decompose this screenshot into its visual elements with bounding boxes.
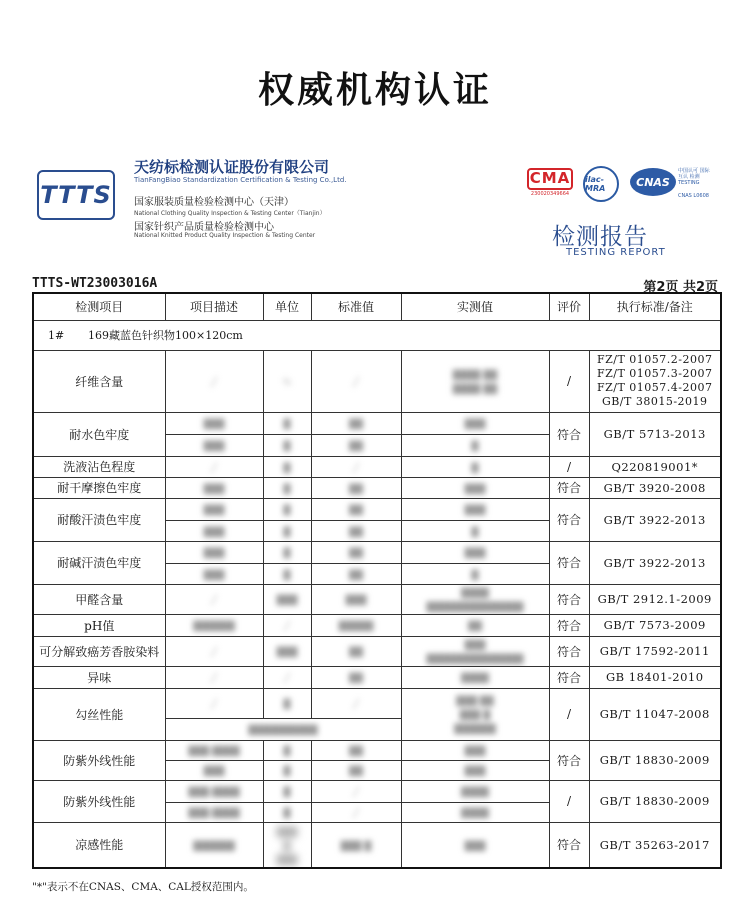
redacted-cell: ███ [401, 541, 549, 563]
redacted-cell: ╱ [263, 614, 311, 636]
redacted-cell: ███ [165, 760, 263, 780]
redacted-cell: ╱ [165, 350, 263, 412]
redacted-cell: █ [263, 456, 311, 477]
row-standard: GB/T 3922-2013 [589, 541, 721, 584]
redacted-cell: ██████████ [165, 718, 401, 740]
row-item: 纤维含量 [33, 350, 165, 412]
redacted-cell: █ [401, 434, 549, 456]
center1-name: 国家服装质量检验检测中心（天津） [134, 197, 294, 208]
table-row [33, 740, 721, 760]
row-eval: / [549, 688, 589, 740]
redacted-cell: ██ [311, 563, 401, 584]
org-name-en: TianFangBiao Standardization Certification & Testing Co.,Ltd. [134, 176, 347, 184]
row-item: 勾丝性能 [33, 688, 165, 740]
table-row [33, 780, 721, 802]
row-standard: GB/T 11047-2008 [589, 688, 721, 740]
ilac-mark-text: ilac-MRA [585, 175, 606, 193]
row-standard: GB/T 2912.1-2009 [589, 584, 721, 614]
table-row [33, 412, 721, 434]
center1-name-en: National Clothing Quality Inspection & Testing Center（Tianjin） [134, 210, 326, 217]
redacted-cell: █ [263, 740, 311, 760]
row-standard: GB/T 3920-2008 [589, 477, 721, 498]
row-standard: FZ/T 01057.2-2007 FZ/T 01057.3-2007 FZ/T 01057.4-2007 GB/T 38015-2019 [589, 350, 721, 412]
cnas-mark-text: CNAS [636, 175, 670, 189]
redacted-cell: █ [401, 456, 549, 477]
row-eval: 符合 [549, 541, 589, 584]
row-eval: 符合 [549, 412, 589, 456]
redacted-cell: █ [401, 563, 549, 584]
redacted-cell: ██ [311, 541, 401, 563]
redacted-cell: █ [263, 412, 311, 434]
redacted-cell: ██ [311, 666, 401, 688]
row-item: 甲醛含量 [33, 584, 165, 614]
redacted-cell: ████ ██████████████ [401, 584, 549, 614]
footnote: "*"表示不在CNAS、CMA、CAL授权范围内。 [32, 881, 254, 893]
table-row [33, 456, 721, 477]
ilac-mra-mark-icon [583, 166, 619, 202]
row-item: 异味 [33, 666, 165, 688]
header-evaluation: 评价 [549, 293, 589, 320]
table-row [33, 498, 721, 520]
row-item: 防紫外线性能 [33, 780, 165, 822]
redacted-cell: █ [263, 498, 311, 520]
header-measured-value: 实测值 [401, 293, 549, 320]
row-item: pH值 [33, 614, 165, 636]
cma-mark-number: 230020349664 [530, 191, 570, 197]
row-eval: 符合 [549, 584, 589, 614]
redacted-cell: ╱ [311, 802, 401, 822]
table-row [33, 688, 721, 718]
center2-name-en: National Knitted Product Quality Inspection & Testing Center [134, 232, 316, 239]
row-standard: GB/T 5713-2013 [589, 412, 721, 456]
redacted-cell: ██ [311, 477, 401, 498]
table-row [33, 350, 721, 412]
header-standard-value: 标准值 [311, 293, 401, 320]
table-row [33, 636, 721, 666]
redacted-cell: ███ [165, 434, 263, 456]
redacted-cell: ████ [401, 802, 549, 822]
org-name: 天纺标检测认证股份有限公司 [134, 158, 330, 176]
redacted-cell: ███ █ ███ [263, 822, 311, 868]
redacted-cell: ╱ [263, 666, 311, 688]
header-standard-remark: 执行标准/备注 [589, 293, 721, 320]
row-eval: 符合 [549, 666, 589, 688]
redacted-cell: █ [263, 434, 311, 456]
row-item: 耐水色牢度 [33, 412, 165, 456]
report-title-en: TESTING REPORT [566, 247, 666, 258]
redacted-cell: ██████ [165, 822, 263, 868]
redacted-cell: ███ [263, 636, 311, 666]
redacted-cell: ███ [401, 412, 549, 434]
table-header-row [33, 293, 721, 320]
redacted-cell: ╱ [165, 584, 263, 614]
row-eval: / [549, 350, 589, 412]
redacted-cell: ％ [263, 350, 311, 412]
redacted-cell: ███ ████ [165, 740, 263, 760]
redacted-cell: █ [263, 477, 311, 498]
redacted-cell: ██ [311, 740, 401, 760]
row-item: 洗液沾色程度 [33, 456, 165, 477]
redacted-cell: ██ [311, 636, 401, 666]
redacted-cell: ███ [165, 412, 263, 434]
row-standard: GB/T 35263-2017 [589, 822, 721, 868]
row-item: 耐酸汗渍色牢度 [33, 498, 165, 541]
redacted-cell: █ [263, 780, 311, 802]
redacted-cell: ███ ██████████████ [401, 636, 549, 666]
table-row [33, 584, 721, 614]
redacted-cell: █ [263, 802, 311, 822]
redacted-cell: ███ [401, 760, 549, 780]
redacted-cell: █ [263, 760, 311, 780]
redacted-cell: ██ [401, 614, 549, 636]
redacted-cell: ███ [165, 541, 263, 563]
redacted-cell: ████ [401, 666, 549, 688]
redacted-cell: ██████ [165, 614, 263, 636]
redacted-cell: ███ █ [311, 822, 401, 868]
redacted-cell: ███ [401, 477, 549, 498]
redacted-cell: ███ [263, 584, 311, 614]
row-standard: GB/T 7573-2009 [589, 614, 721, 636]
redacted-cell: █████ [311, 614, 401, 636]
page-title: 权威机构认证 [257, 70, 492, 111]
redacted-cell: ████ [401, 780, 549, 802]
results-table [32, 292, 722, 869]
table-row [33, 541, 721, 563]
redacted-cell: ███ [165, 498, 263, 520]
row-eval: 符合 [549, 822, 589, 868]
header-unit: 单位 [263, 293, 311, 320]
redacted-cell: ╱ [311, 688, 401, 718]
row-eval: / [549, 780, 589, 822]
row-eval: 符合 [549, 636, 589, 666]
redacted-cell: ███ ██ ███ █ ██████ [401, 688, 549, 740]
sample-description: 169藏蓝色针织物100×120cm [88, 329, 243, 342]
table-row [33, 822, 721, 868]
redacted-cell: █ [263, 541, 311, 563]
redacted-cell: ██ [311, 412, 401, 434]
redacted-cell: █ [401, 520, 549, 541]
redacted-cell: ███ ████ [165, 780, 263, 802]
cnas-mark-code: CNAS L0608 [678, 193, 709, 199]
redacted-cell: █ [263, 520, 311, 541]
row-item: 可分解致癌芳香胺染料 [33, 636, 165, 666]
redacted-cell: ╱ [311, 780, 401, 802]
header-test-item: 检测项目 [33, 293, 165, 320]
redacted-cell: ██ [311, 520, 401, 541]
sample-row [33, 320, 721, 350]
redacted-cell: ████ ██ ████ ██ [401, 350, 549, 412]
cnas-mark-icon [630, 168, 676, 196]
row-eval: 符合 [549, 614, 589, 636]
redacted-cell: ╱ [165, 688, 263, 718]
sample-number: 1# [48, 329, 65, 342]
table-row [33, 477, 721, 498]
redacted-cell: ███ [311, 584, 401, 614]
redacted-cell: ███ [401, 822, 549, 868]
row-standard: GB/T 17592-2011 [589, 636, 721, 666]
row-standard: GB/T 18830-2009 [589, 740, 721, 780]
row-eval: 符合 [549, 477, 589, 498]
row-eval: 符合 [549, 498, 589, 541]
cnas-mark-caption: 中国认可 国际互认 检测 TESTING [678, 168, 710, 186]
ttts-logo: TTTS [37, 170, 115, 220]
redacted-cell: ╱ [311, 350, 401, 412]
redacted-cell: ╱ [165, 456, 263, 477]
row-eval: 符合 [549, 740, 589, 780]
row-item: 耐干摩擦色牢度 [33, 477, 165, 498]
redacted-cell: ███ [401, 740, 549, 760]
row-standard: GB/T 3922-2013 [589, 498, 721, 541]
report-number: TTTS-WT23003016A [32, 276, 158, 291]
row-standard: GB 18401-2010 [589, 666, 721, 688]
redacted-cell: ╱ [165, 636, 263, 666]
row-standard: GB/T 18830-2009 [589, 780, 721, 822]
redacted-cell: ███ [165, 520, 263, 541]
redacted-cell: ███ [401, 498, 549, 520]
row-item: 凉感性能 [33, 822, 165, 868]
cma-mark-icon [527, 168, 573, 198]
center2-name: 国家针织产品质量检验检测中心 [134, 222, 274, 233]
redacted-cell: ╱ [311, 456, 401, 477]
table-row [33, 666, 721, 688]
redacted-cell: ██ [311, 760, 401, 780]
table-row [33, 614, 721, 636]
row-standard: Q220819001* [589, 456, 721, 477]
redacted-cell: ╱ [165, 666, 263, 688]
redacted-cell: ██ [311, 498, 401, 520]
row-item: 耐碱汗渍色牢度 [33, 541, 165, 584]
redacted-cell: ███ ████ [165, 802, 263, 822]
cma-mark-text: CMA [529, 169, 571, 187]
row-eval: / [549, 456, 589, 477]
redacted-cell: █ [263, 563, 311, 584]
report-title-cn: 检测报告 [552, 224, 648, 250]
header-description: 项目描述 [165, 293, 263, 320]
redacted-cell: █ [263, 688, 311, 718]
page-number: 第2页 共2页 [643, 280, 718, 295]
redacted-cell: ███ [165, 563, 263, 584]
row-item: 防紫外线性能 [33, 740, 165, 780]
redacted-cell: ███ [165, 477, 263, 498]
redacted-cell: ██ [311, 434, 401, 456]
